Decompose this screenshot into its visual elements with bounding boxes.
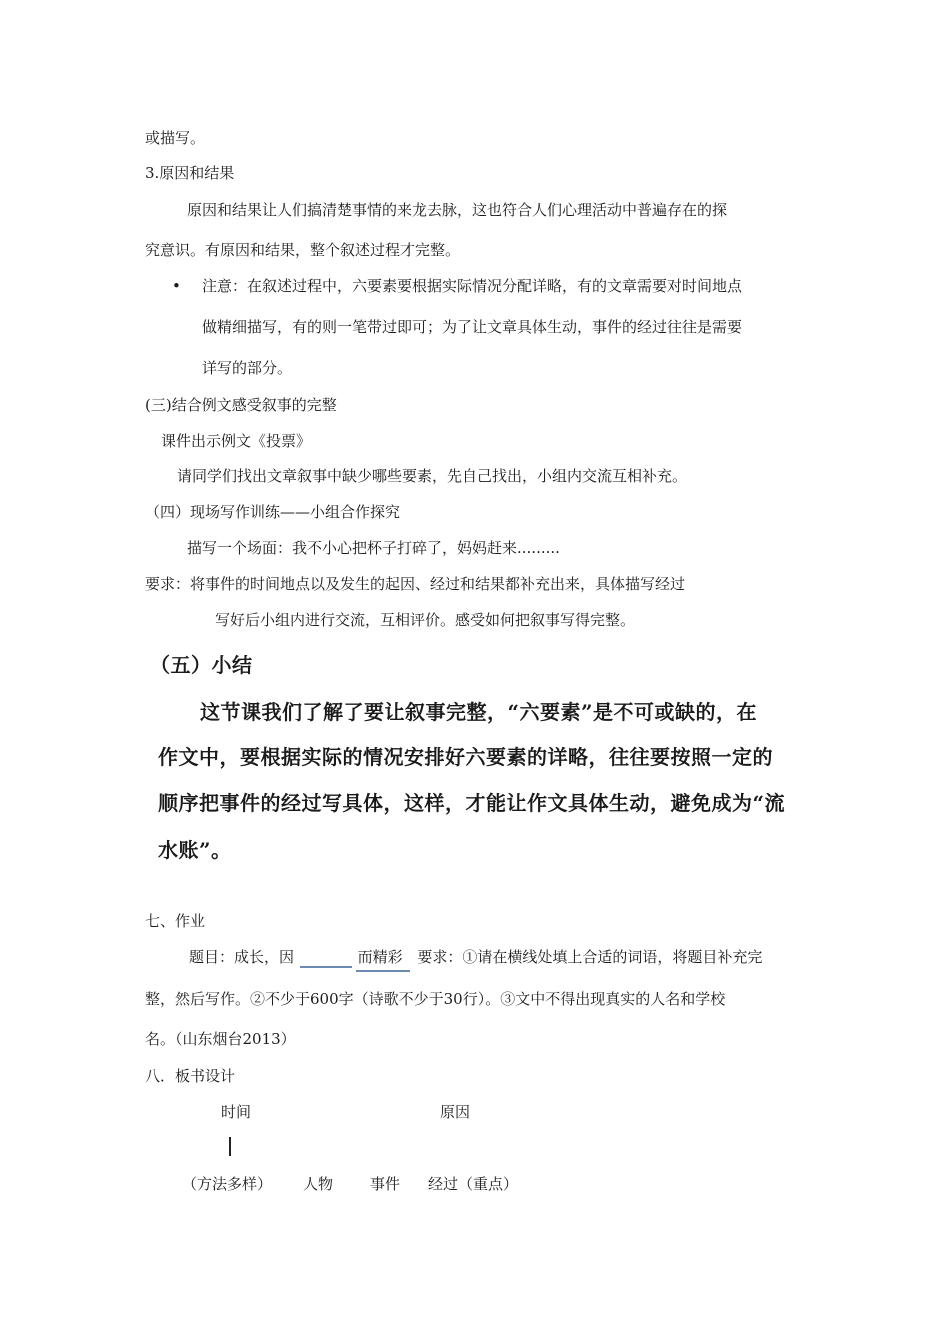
section-heading: 八．板书设计 (145, 1067, 236, 1085)
blank-underline (356, 970, 411, 972)
text-line: 课件出示例文《投票》 (161, 432, 312, 450)
board-reason: 原因 (440, 1103, 471, 1121)
section-heading: 七、作业 (145, 912, 206, 930)
board-process: 经过（重点） (428, 1175, 519, 1193)
fill-blank (300, 966, 352, 968)
text-line: 注意：在叙述过程中，六要素要根据实际情况分配详略，有的文章需要对时间地点 (202, 277, 743, 295)
bullet-icon: • (172, 277, 181, 295)
summary-line: 作文中，要根据实际的情况安排好六要素的详略，往往要按照一定的 (158, 745, 773, 769)
summary-line: 顺序把事件的经过写具体，这样，才能让作文具体生动，避免成为“流 (158, 791, 786, 815)
homework-line (189, 947, 762, 968)
summary-line: 水账”。 (158, 838, 232, 862)
homework-title-suffix: 而精彩 (358, 948, 408, 966)
section-heading: (三)结合例文感受叙事的完整 (145, 396, 337, 414)
homework-requirements: 要求：①请在横线处填上合适的词语，将题目补充完 (417, 948, 763, 966)
summary-heading: （五）小结 (150, 653, 253, 677)
homework-line: 整，然后写作。②不少于600字（诗歌不少于30行）。③文中不得出现真实的人名和学校 (145, 990, 726, 1008)
text-line: 做精细描写，有的则一笔带过即可；为了让文章具体生动，事件的经过往往是需要 (202, 318, 743, 336)
board-person: 人物 (303, 1175, 334, 1193)
section-heading: （四）现场写作训练——小组合作探究 (145, 503, 401, 521)
text-line: 要求：将事件的时间地点以及发生的起因、经过和结果都补充出来，具体描写经过 (145, 575, 686, 593)
text-line: 请同学们找出文章叙事中缺少哪些要素，先自己找出，小组内交流互相补充。 (177, 467, 688, 485)
homework-title-prefix: 题目：成长，因 (189, 948, 295, 966)
summary-line: 这节课我们了解了要让叙事完整，“六要素”是不可或缺的，在 (200, 700, 758, 724)
text-line: 写好后小组内进行交流，互相评价。感受如何把叙事写得完整。 (215, 611, 636, 629)
board-time: 时间 (221, 1103, 252, 1121)
text-line: 原因和结果让人们搞清楚事情的来龙去脉，这也符合人们心理活动中普遍存在的探 (187, 201, 728, 219)
board-methods: （方法多样） (182, 1175, 273, 1193)
homework-line: 名。（山东烟台2013） (145, 1030, 296, 1048)
board-event: 事件 (370, 1175, 401, 1193)
text-line: 详写的部分。 (202, 359, 293, 377)
text-line: 描写一个场面：我不小心把杯子打碎了，妈妈赶来......... (187, 539, 560, 557)
text-line: 或描写。 (145, 129, 206, 147)
text-line: 究意识。有原因和结果，整个叙述过程才完整。 (145, 241, 461, 259)
board-connector (229, 1137, 231, 1156)
section-heading: 3.原因和结果 (145, 164, 235, 182)
